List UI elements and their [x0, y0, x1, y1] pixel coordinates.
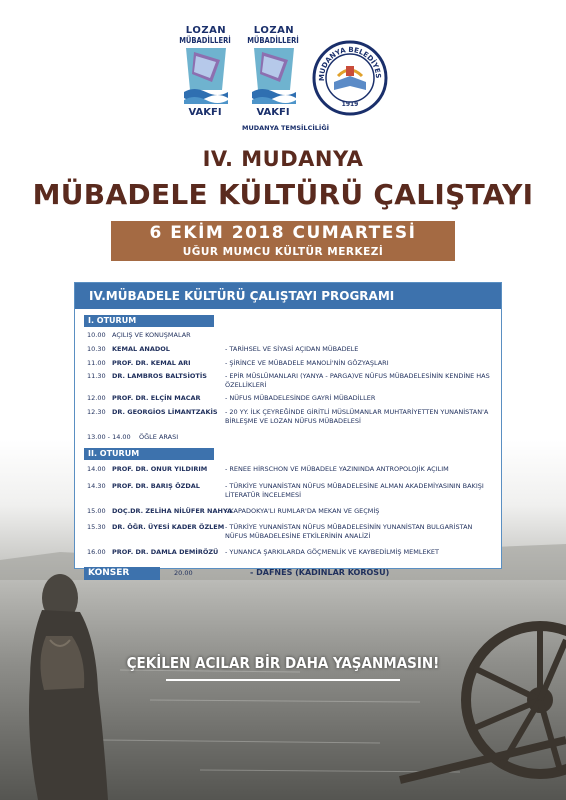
session-2-label: II. OTURUM: [84, 448, 214, 460]
date-banner: [111, 221, 455, 261]
logo-text: LOZAN: [253, 25, 295, 36]
event-date: 6 EKİM 2018 CUMARTESİ: [149, 223, 417, 243]
row-topic: - RENEE HİRSCHON VE MÜBADELE YAZININDA ANTROPOLOJİK AÇILIM: [225, 465, 449, 473]
row-time: 11.00: [87, 359, 106, 367]
row-speaker: DR. GEORGİOS LİMANTZAKİS: [112, 408, 218, 416]
row-speaker: DOÇ.DR. ZELİHA NİLÜFER NAHYA: [112, 507, 233, 515]
cart-wheel-graphic: [400, 626, 566, 780]
row-speaker: ÖĞLE ARASI: [139, 433, 179, 441]
concert-row: [74, 567, 500, 581]
row-time: 14.30: [87, 482, 106, 490]
row-speaker: PROF. DR. DAMLA DEMİRÖZÜ: [112, 548, 219, 556]
row-topic: - TÜRKİYE YUNANİSTAN NÜFUS MÜBADELESİNE ALMAN AKADEMİYASININ BAKIŞI LİTERATÜR İNCELEMESİ: [225, 482, 484, 499]
row-topic: - TARİHSEL VE SİYASİ AÇIDAN MÜBADELE: [225, 345, 359, 353]
seal-ring-text: MUDANYA BELEDİYES: [317, 45, 383, 82]
row-time: 14.00: [87, 465, 106, 473]
lozan-mubadilleri-logo: [176, 25, 234, 125]
event-title-line2: MÜBADELE KÜLTÜRÜ ÇALIŞTAYI: [32, 178, 534, 211]
row-topic: - EPİR MÜSLÜMANLARI (YANYA - PARGA)VE NÜFUS MÜBADELESİNİN KENDİNE HAS ÖZELLİKLERİ: [225, 372, 490, 389]
row-speaker: KEMAL ANADOL: [112, 345, 170, 353]
row-time: 10.00: [87, 331, 106, 339]
lozan-mubadilleri-mudanya-logo: [244, 25, 302, 125]
row-speaker: DR. ÖĞR. ÜYESİ KADER ÖZLEM: [112, 523, 225, 531]
concert-event: - DAFNES (KADINLAR KOROSU): [250, 568, 390, 577]
event-title-line1: IV. MUDANYA: [202, 147, 364, 171]
row-speaker: PROF. DR. ONUR YILDIRIM: [112, 465, 208, 473]
row-time: 12.30: [87, 408, 106, 416]
slogan: ÇEKİLEN ACILAR BİR DAHA YAŞANMASIN!: [126, 654, 440, 672]
foundation-emblem-icon: [250, 46, 298, 106]
row-topic: - YUNANCA ŞARKILARDA GÖÇMENLİK VE KAYBEDİLMİŞ MEMLEKET: [225, 548, 439, 556]
row-time: 10.30: [87, 345, 106, 353]
logo-text: VAKFI: [256, 107, 290, 118]
seal-year: 1919: [341, 101, 359, 108]
woman-figure-graphic: [29, 574, 108, 800]
program-panel: [74, 282, 502, 569]
row-time: 11.30: [87, 372, 106, 380]
concert-label: KONSER: [84, 567, 160, 580]
row-speaker: DR. LAMBROS BALTSİOTİS: [112, 372, 207, 380]
row-time: 15.30: [87, 523, 106, 531]
session-1-label: I. OTURUM: [84, 315, 214, 327]
logo-text: VAKFI: [188, 107, 222, 118]
row-time: 15.00: [87, 507, 106, 515]
row-speaker: PROF. DR. KEMAL ARI: [112, 359, 191, 367]
concert-time: 20.00: [174, 569, 193, 577]
row-speaker: PROF. DR. BARIŞ ÖZDAL: [112, 482, 200, 490]
row-topic: - ŞİRİNCE VE MÜBADELE MANOLİ'NİN GÖZYAŞLARI: [225, 359, 389, 367]
row-topic: - 20 YY. İLK ÇEYREĞİNDE GİRİTLİ MÜSLÜMANLAR MUHTARİYETTEN YUNANİSTAN'A BİRLEŞME VE LOZAN NÜFUS MÜBADELESİ: [225, 408, 489, 425]
logo-text: MÜBADİLLERİ: [247, 36, 299, 45]
foundation-emblem-icon: [182, 46, 230, 106]
row-time: 12.00: [87, 394, 106, 402]
slogan-underline: [166, 679, 400, 681]
row-speaker: AÇILIŞ VE KONUŞMALAR: [112, 331, 191, 339]
logo-text: MÜBADİLLERİ: [179, 36, 231, 45]
row-time: 16.00: [87, 548, 106, 556]
row-topic: - NÜFUS MÜBADELESİNDE GAYRİ MÜBADİLLER: [225, 394, 376, 402]
logo-text: LOZAN: [185, 25, 227, 36]
program-heading: IV.MÜBADELE KÜLTÜRÜ ÇALIŞTAYI PROGRAMI: [75, 283, 501, 309]
logo-subtitle: MUDANYA TEMSİLCİLİĞİ: [242, 124, 330, 132]
event-venue: UĞUR MUMCU KÜLTÜR MERKEZİ: [182, 246, 384, 258]
mudanya-municipality-seal-icon: [312, 40, 388, 116]
row-time: 13.00 - 14.00: [87, 433, 131, 441]
row-speaker: PROF. DR. ELÇİN MACAR: [112, 394, 201, 402]
row-topic: - KAPADOKYA'LI RUMLAR'DA MEKAN VE GEÇMİŞ: [225, 507, 380, 515]
row-topic: - TÜRKİYE YUNANİSTAN NÜFUS MÜBADELESİNİN YUNANİSTAN BULGARİSTAN NÜFUS MÜBADELESİNE ETKİLERİNİN ANALİZİ: [225, 523, 473, 540]
